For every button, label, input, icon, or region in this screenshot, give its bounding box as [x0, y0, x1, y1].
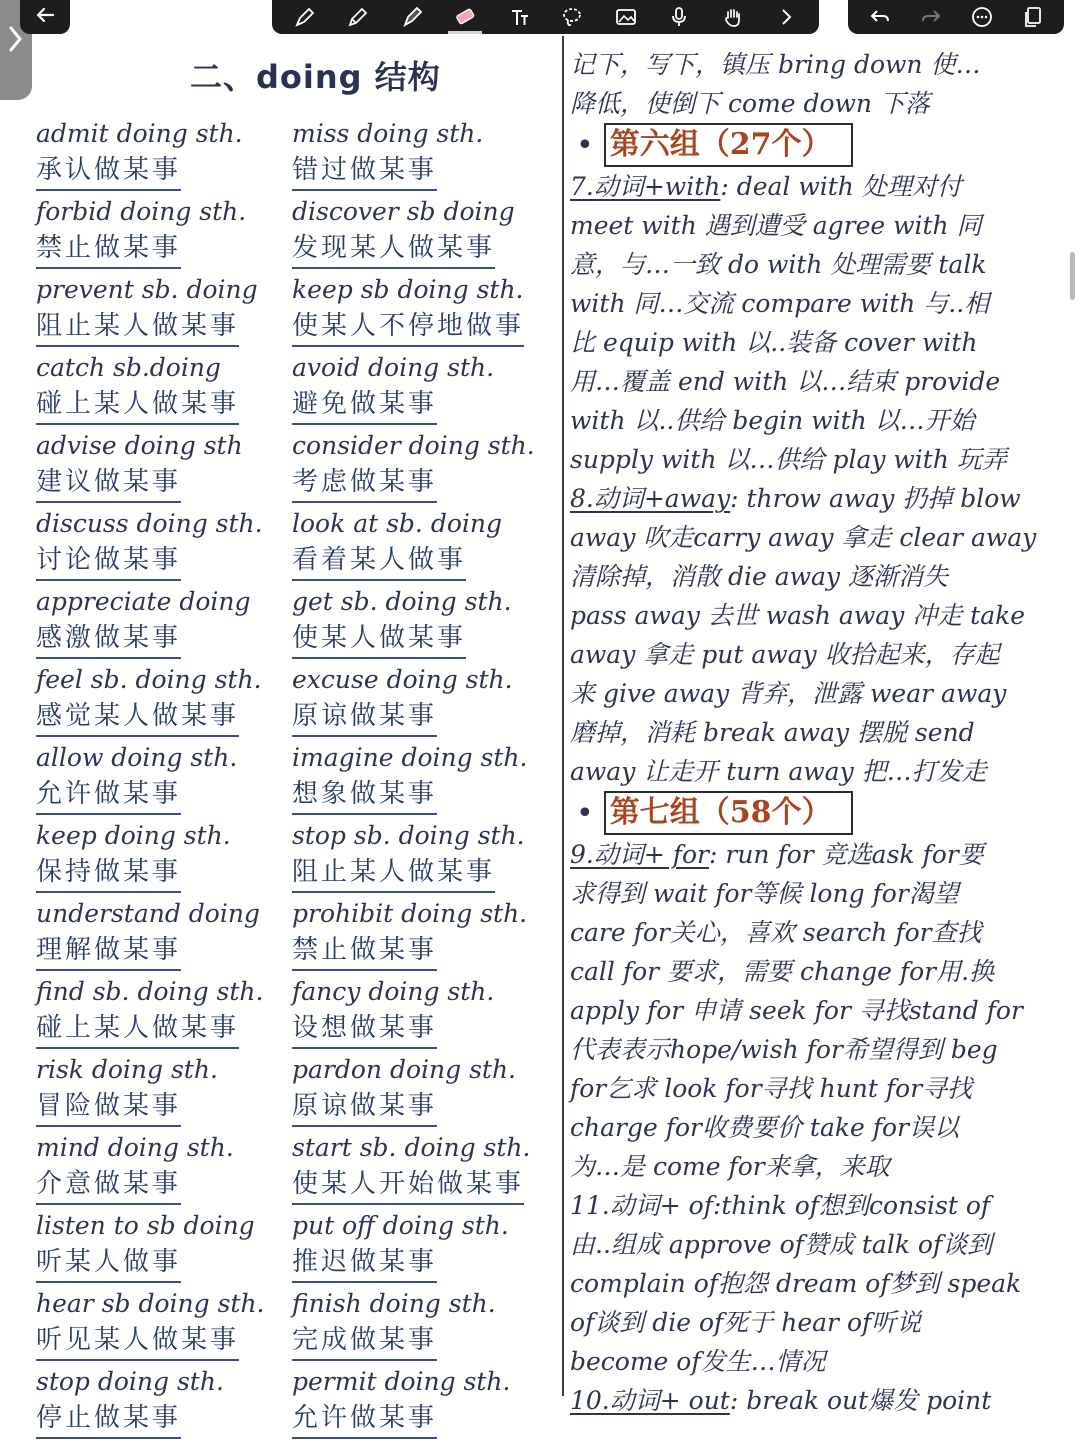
phrase-line: 由..组成 approve of赞成 talk of谈到	[570, 1230, 993, 1259]
phrase-line: complain of抱怨 dream of梦到 speak	[570, 1269, 1022, 1298]
doing-list-right-column	[292, 116, 557, 1442]
away-phrases-heading	[570, 479, 1070, 518]
doing-entry	[292, 896, 557, 974]
english-phrase: excuse doing sth.	[292, 665, 513, 694]
doing-entry	[36, 974, 286, 1052]
english-phrase: stop sb. doing sth.	[292, 821, 525, 850]
lasso-tool-button[interactable]	[555, 2, 589, 32]
doing-entry	[292, 194, 557, 272]
doing-entry	[292, 584, 557, 662]
doing-entry	[292, 428, 557, 506]
pages-button[interactable]	[1016, 2, 1050, 32]
phrase-line: meet with 遇到遭受 agree with 同	[570, 211, 982, 240]
english-phrase: imagine doing sth.	[292, 743, 528, 772]
english-phrase: hear sb doing sth.	[36, 1289, 265, 1318]
english-phrase: advise doing sth	[36, 431, 243, 460]
of-phrases	[570, 1186, 1070, 1381]
chinese-meaning: 阻止某人做某事	[36, 308, 239, 347]
doing-entry	[292, 662, 557, 740]
out-first-line: : break out爆发 point	[729, 1386, 992, 1415]
doing-entry	[36, 1286, 286, 1364]
english-phrase: discuss doing sth.	[36, 509, 263, 538]
phrase-line: 代表表示hope/wish for希望得到 beg	[570, 1035, 998, 1064]
chinese-meaning: 承认做某事	[36, 152, 181, 191]
with-phrases-heading	[570, 167, 1070, 206]
chinese-meaning: 停止做某事	[36, 1400, 181, 1439]
back-button[interactable]	[20, 0, 70, 30]
chinese-meaning: 理解做某事	[36, 932, 181, 971]
with-heading-label: 7.动词+with	[570, 172, 721, 201]
out-phrases-heading	[570, 1381, 1070, 1420]
for-first-line: : run for 竞选ask for要	[709, 840, 984, 869]
pages-icon	[1021, 5, 1045, 29]
english-phrase: start sb. doing sth.	[292, 1133, 531, 1162]
chinese-meaning: 错过做某事	[292, 152, 437, 191]
phrase-line: charge for收费要价 take for误以	[570, 1113, 960, 1142]
chinese-meaning: 看着某人做事	[292, 542, 466, 581]
english-phrase: admit doing sth.	[36, 119, 243, 148]
phrase-line: 意，与…一致 do with 处理需要 talk	[570, 250, 987, 279]
toolbar-right	[848, 0, 1064, 34]
phrase-line: pass away 去世 wash away 冲走 take	[570, 601, 1026, 630]
phrase-line: 为…是 come for来拿，来取	[570, 1152, 890, 1181]
chinese-meaning: 保持做某事	[36, 854, 181, 893]
doing-entry	[292, 974, 557, 1052]
pen-icon	[293, 5, 317, 29]
record-audio-button[interactable]	[662, 2, 696, 32]
english-phrase: avoid doing sth.	[292, 353, 495, 382]
chinese-meaning: 建议做某事	[36, 464, 181, 503]
chinese-meaning: 使某人开始做某事	[292, 1166, 524, 1205]
doing-entry	[36, 116, 286, 194]
english-phrase: look at sb. doing	[292, 509, 502, 538]
group-heading-7	[570, 791, 1070, 835]
english-phrase: keep sb doing sth.	[292, 275, 524, 304]
doing-entry	[36, 506, 286, 584]
phrase-line: 用…覆盖 end with 以…结束 provide	[570, 367, 1001, 396]
more-options-button[interactable]	[965, 2, 999, 32]
doing-entry	[36, 896, 286, 974]
english-phrase: listen to sb doing	[36, 1211, 255, 1240]
text-tool-icon	[507, 5, 531, 29]
chinese-meaning: 感觉某人做某事	[36, 698, 239, 737]
english-phrase: understand doing	[36, 899, 260, 928]
english-phrase: discover sb doing	[292, 197, 515, 226]
phrase-line: 来 give away 背弃，泄露 wear away	[570, 679, 1007, 708]
chinese-meaning: 讨论做某事	[36, 542, 181, 581]
lasso-icon	[560, 5, 584, 29]
for-heading-label: 9.动词+ for	[570, 840, 710, 869]
group-7-title: 第七组（58个）	[604, 791, 854, 835]
out-heading-label: 10.动词+ out	[570, 1386, 730, 1415]
chinese-meaning: 使某人做某事	[292, 620, 466, 659]
english-phrase: risk doing sth.	[36, 1055, 218, 1084]
english-phrase: get sb. doing sth.	[292, 587, 512, 616]
redo-icon	[919, 5, 943, 29]
chinese-meaning: 完成做某事	[292, 1322, 437, 1361]
chinese-meaning: 听某人做事	[36, 1244, 181, 1283]
for-phrases-heading	[570, 835, 1070, 874]
english-phrase: miss doing sth.	[292, 119, 484, 148]
phrase-line: away 吹走carry away 拿走 clear away	[570, 523, 1037, 552]
phrase-line: supply with 以…供给 play with 玩弄	[570, 445, 1007, 474]
doing-entry	[292, 1286, 557, 1364]
english-phrase: finish doing sth.	[292, 1289, 496, 1318]
away-phrases	[570, 518, 1070, 791]
chinese-meaning: 推迟做某事	[292, 1244, 437, 1283]
doing-entry	[292, 1052, 557, 1130]
english-phrase: find sb. doing sth.	[36, 977, 264, 1006]
image-icon	[614, 5, 638, 29]
doing-entry	[36, 194, 286, 272]
doing-entry	[292, 506, 557, 584]
text-tool-button[interactable]	[502, 2, 536, 32]
english-phrase: fancy doing sth.	[292, 977, 495, 1006]
eraser-icon	[453, 4, 477, 28]
pencil-tool-button[interactable]	[341, 2, 375, 32]
chevron-right-icon	[774, 5, 798, 29]
redo-button[interactable]	[914, 2, 948, 32]
doing-entry	[36, 1208, 286, 1286]
english-phrase: catch sb.doing	[36, 353, 221, 382]
english-phrase: prohibit doing sth.	[292, 899, 528, 928]
doing-entry	[292, 740, 557, 818]
chinese-meaning: 碰上某人做某事	[36, 386, 239, 425]
phrase-line: for乞求 look for寻找 hunt for寻找	[570, 1074, 973, 1103]
highlighter-icon	[400, 5, 424, 29]
for-phrases	[570, 874, 1070, 1186]
chinese-meaning: 考虑做某事	[292, 464, 437, 503]
english-phrase: appreciate doing	[36, 587, 251, 616]
phrasal-verbs-column	[570, 45, 1070, 1420]
english-phrase: allow doing sth.	[36, 743, 238, 772]
doing-entry	[36, 818, 286, 896]
bullet: •	[576, 795, 594, 831]
english-phrase: feel sb. doing sth.	[36, 665, 262, 694]
hand-tool-button[interactable]	[716, 2, 750, 32]
undo-icon	[868, 5, 892, 29]
intro-line: 记下，写下，镇压 bring down 使…	[570, 50, 981, 79]
phrase-line: 磨掉，消耗 break away 摆脱 send	[570, 718, 975, 747]
doing-entry	[292, 350, 557, 428]
doing-entry	[36, 662, 286, 740]
english-phrase: prevent sb. doing	[36, 275, 258, 304]
chinese-meaning: 发现某人做某事	[292, 230, 495, 269]
phrase-line: with 以..供给 begin with 以…开始	[570, 406, 975, 435]
english-phrase: forbid doing sth.	[36, 197, 247, 226]
chinese-meaning: 允许做某事	[36, 776, 181, 815]
pen-tool-button[interactable]	[288, 2, 322, 32]
chinese-meaning: 禁止做某事	[292, 932, 437, 971]
doing-entry	[36, 740, 286, 818]
with-phrases	[570, 206, 1070, 479]
more-icon	[970, 5, 994, 29]
doing-entry	[292, 1364, 557, 1442]
undo-button[interactable]	[863, 2, 897, 32]
english-phrase: keep doing sth.	[36, 821, 231, 850]
english-phrase: mind doing sth.	[36, 1133, 234, 1162]
chinese-meaning: 设想做某事	[292, 1010, 437, 1049]
phrase-line: 求得到 wait for等候 long for渴望	[570, 879, 959, 908]
doing-entry	[292, 272, 557, 350]
phrase-line: call for 要求，需要 change for用.换	[570, 957, 995, 986]
phrase-line: with 同…交流 compare with 与..相	[570, 289, 990, 318]
pencil-icon	[346, 5, 370, 29]
highlighter-tool-button[interactable]	[395, 2, 429, 32]
phrase-line: 11.动词+ of:think of想到consist of	[570, 1191, 991, 1220]
column-divider	[562, 36, 564, 1396]
english-phrase: permit doing sth.	[292, 1367, 511, 1396]
english-phrase: consider doing sth.	[292, 431, 535, 460]
doing-entry	[36, 1130, 286, 1208]
doing-entry	[292, 1130, 557, 1208]
image-tool-button[interactable]	[609, 2, 643, 32]
phrase-line: apply for 申请 seek for 寻找stand for	[570, 996, 1023, 1025]
doing-list-left-column	[36, 116, 286, 1442]
chinese-meaning: 碰上某人做某事	[36, 1010, 239, 1049]
chinese-meaning: 阻止某人做某事	[292, 854, 495, 893]
away-first-line: : throw away 扔掉 blow	[730, 484, 1021, 513]
microphone-icon	[667, 5, 691, 29]
phrase-line: of谈到 die of死于 hear of听说	[570, 1308, 922, 1337]
bullet: •	[576, 127, 594, 163]
doing-entry	[36, 350, 286, 428]
doing-entry	[292, 116, 557, 194]
phrase-line: away 拿走 put away 收拾起来，存起	[570, 640, 1000, 669]
toolbar-expand-button[interactable]	[769, 2, 803, 32]
phrase-line: away 让走开 turn away 把…打发走	[570, 757, 987, 786]
phrase-line: become of发生…情况	[570, 1347, 826, 1376]
back-arrow-icon	[33, 3, 57, 27]
phrase-line: care for关心，喜欢 search for查找	[570, 918, 982, 947]
vertical-scrollbar[interactable]	[1070, 252, 1075, 300]
english-phrase: put off doing sth.	[292, 1211, 509, 1240]
english-phrase: pardon doing sth.	[292, 1055, 516, 1084]
doing-entry	[36, 272, 286, 350]
chinese-meaning: 介意做某事	[36, 1166, 181, 1205]
phrase-line: 比 equip with 以..装备 cover with	[570, 328, 978, 357]
phrase-line: 清除掉，消散 die away 逐渐消失	[570, 562, 948, 591]
chinese-meaning: 原谅做某事	[292, 1088, 437, 1127]
doing-entry	[292, 1208, 557, 1286]
chinese-meaning: 原谅做某事	[292, 698, 437, 737]
chinese-meaning: 想象做某事	[292, 776, 437, 815]
chinese-meaning: 感激做某事	[36, 620, 181, 659]
english-phrase: stop doing sth.	[36, 1367, 224, 1396]
with-first-line: : deal with 处理对付	[720, 172, 962, 201]
intro-line: 降低，使倒下 come down 下落	[570, 89, 930, 118]
chinese-meaning: 禁止做某事	[36, 230, 181, 269]
toolbar-left	[20, 0, 70, 34]
away-heading-label: 8.动词+away	[570, 484, 731, 513]
group-6-title: 第六组（27个）	[604, 123, 854, 167]
chinese-meaning: 使某人不停地做事	[292, 308, 524, 347]
eraser-tool-button[interactable]	[448, 1, 482, 34]
doing-entry	[36, 584, 286, 662]
chinese-meaning: 冒险做某事	[36, 1088, 181, 1127]
doing-entry	[292, 818, 557, 896]
doing-entry	[36, 1052, 286, 1130]
doing-entry	[36, 1364, 286, 1442]
hand-icon	[721, 5, 745, 29]
chinese-meaning: 允许做某事	[292, 1400, 437, 1439]
chinese-meaning: 听见某人做某事	[36, 1322, 239, 1361]
chinese-meaning: 避免做某事	[292, 386, 437, 425]
section-title: 二、doing 结构	[190, 58, 441, 96]
doing-entry	[36, 428, 286, 506]
group-heading-6	[570, 123, 1070, 167]
drawing-toolbar	[272, 0, 819, 34]
